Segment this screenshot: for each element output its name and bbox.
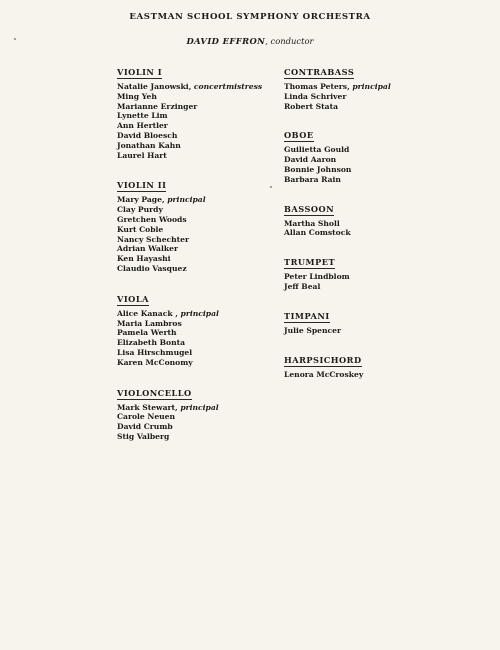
- section-title: OBOE: [284, 130, 314, 141]
- member-name: Carole Neuen: [117, 412, 176, 422]
- member-row: [117, 422, 287, 432]
- member-name: Laurel Hart: [117, 150, 167, 160]
- member-name: Natalie Janowski,: [117, 82, 194, 91]
- member-row: [117, 141, 287, 151]
- member-row: [117, 235, 287, 245]
- member-name: Mark Stewart,: [117, 402, 181, 412]
- section-spacer: [284, 238, 464, 250]
- member-row: [117, 102, 287, 112]
- member-name: Pamela Werth: [117, 328, 177, 338]
- section-spacer: [284, 292, 464, 304]
- member-name: Thomas Peters,: [284, 82, 353, 91]
- member-row: [117, 338, 287, 348]
- member-row: [284, 145, 464, 155]
- conductor-name: DAVID EFFRON: [186, 36, 266, 46]
- member-row: [117, 92, 287, 102]
- conductor-line: [0, 36, 500, 46]
- member-row: [117, 121, 287, 131]
- member-name: Guilietta Gould: [284, 145, 350, 155]
- member-name: Kurt Coble: [117, 224, 164, 234]
- section-oboe: [284, 123, 464, 184]
- section-title: VIOLIN I: [117, 67, 163, 77]
- right-column: [284, 60, 464, 379]
- member-name: Maria Lambros: [117, 318, 182, 328]
- paper-speck: [14, 38, 16, 40]
- member-name: Lisa Hirschmugel: [117, 347, 193, 357]
- member-name: Ken Hayashi: [117, 254, 171, 264]
- member-row: [284, 102, 464, 112]
- member-role: concertmistress: [193, 82, 263, 91]
- section-title: VIOLONCELLO: [117, 387, 192, 398]
- member-name: Mary Page,: [117, 195, 168, 205]
- member-name: Clay Purdy: [117, 205, 163, 215]
- member-row: [117, 225, 287, 235]
- member-row: [117, 205, 287, 215]
- section-spacer: [117, 368, 287, 381]
- section-spacer: [117, 274, 287, 287]
- member-row: [284, 165, 464, 175]
- member-name: David Crumb: [117, 422, 173, 432]
- left-column: [117, 60, 287, 442]
- member-row: [284, 272, 464, 282]
- section-spacer: [284, 336, 464, 348]
- member-name: Linda Schriver: [284, 91, 347, 101]
- member-name: Martha Sholl: [284, 218, 340, 228]
- section-trumpet: [284, 250, 464, 292]
- member-name: Claudio Vasquez: [117, 263, 187, 273]
- section-title: HARPSICHORD: [284, 354, 362, 365]
- member-name: Ming Yeh: [117, 91, 157, 101]
- section-spacer: [284, 185, 464, 197]
- member-row: [284, 82, 464, 92]
- section-spacer: [284, 111, 464, 123]
- member-name: Gretchen Woods: [117, 214, 187, 224]
- member-name: Marianne Erzinger: [117, 101, 198, 111]
- section-title: TRUMPET: [284, 257, 336, 268]
- member-name: Julie Spencer: [284, 325, 341, 335]
- member-row: [117, 254, 287, 264]
- member-name: Bonnie Johnson: [284, 164, 352, 174]
- section-title: VIOLIN II: [117, 180, 167, 191]
- section-title: BASSOON: [284, 203, 335, 214]
- member-row: [284, 228, 464, 238]
- member-row: [117, 403, 287, 413]
- member-row: [284, 370, 464, 380]
- member-row: [117, 82, 287, 92]
- section-violin-i: [117, 60, 287, 160]
- member-row: [117, 432, 287, 442]
- member-name: Jeff Beal: [284, 281, 321, 291]
- member-row: [284, 326, 464, 336]
- member-row: [117, 244, 287, 254]
- member-name: Jonathan Kahn: [117, 140, 181, 150]
- member-name: David Aaron: [284, 155, 337, 165]
- member-row: [117, 412, 287, 422]
- member-role: principal: [180, 308, 219, 318]
- member-row: [117, 319, 287, 329]
- member-name: Robert Stata: [284, 101, 339, 111]
- member-name: Adrian Walker: [117, 244, 178, 254]
- section-violin-ii: [117, 173, 287, 273]
- member-name: Elizabeth Bonta: [117, 338, 186, 348]
- section-title: CONTRABASS: [284, 67, 355, 77]
- member-role: principal: [167, 195, 206, 205]
- member-row: [117, 358, 287, 368]
- member-name: Alice Kanack ,: [117, 308, 181, 318]
- member-row: [117, 111, 287, 121]
- conductor-role: , conductor: [265, 36, 314, 46]
- member-row: [117, 131, 287, 141]
- section-contrabass: [284, 60, 464, 111]
- member-role: principal: [180, 402, 219, 412]
- section-spacer: [117, 160, 287, 173]
- member-row: [117, 215, 287, 225]
- member-name: Lenora McCroskey: [284, 369, 364, 379]
- member-row: [284, 92, 464, 102]
- member-name: Nancy Schechter: [117, 234, 190, 244]
- member-name: Karen McConomy: [117, 357, 193, 367]
- member-row: [284, 155, 464, 165]
- paper-speck: [270, 186, 272, 188]
- member-row: [117, 328, 287, 338]
- member-row: [117, 151, 287, 161]
- member-row: [117, 309, 287, 319]
- member-name: Stig Valberg: [117, 431, 170, 441]
- member-name: Peter Lindblom: [284, 272, 350, 282]
- member-row: [117, 195, 287, 205]
- member-role: principal: [352, 82, 391, 91]
- member-row: [284, 219, 464, 229]
- member-row: [117, 348, 287, 358]
- member-name: Lynette Lim: [117, 111, 168, 121]
- section-violoncello: [117, 381, 287, 442]
- member-name: Barbara Rain: [284, 174, 341, 184]
- section-title: TIMPANI: [284, 310, 330, 321]
- section-bassoon: [284, 197, 464, 239]
- member-name: Ann Hertler: [117, 121, 168, 131]
- section-timpani: [284, 304, 464, 336]
- page-title: EASTMAN SCHOOL SYMPHONY ORCHESTRA: [129, 12, 371, 22]
- section-viola: [117, 287, 287, 368]
- member-name: Allan Comstock: [284, 228, 351, 238]
- section-title: VIOLA: [117, 293, 149, 304]
- section-harpsichord: [284, 348, 464, 380]
- member-name: David Bloesch: [117, 130, 178, 140]
- member-row: [284, 175, 464, 185]
- member-row: [284, 282, 464, 292]
- member-row: [117, 264, 287, 274]
